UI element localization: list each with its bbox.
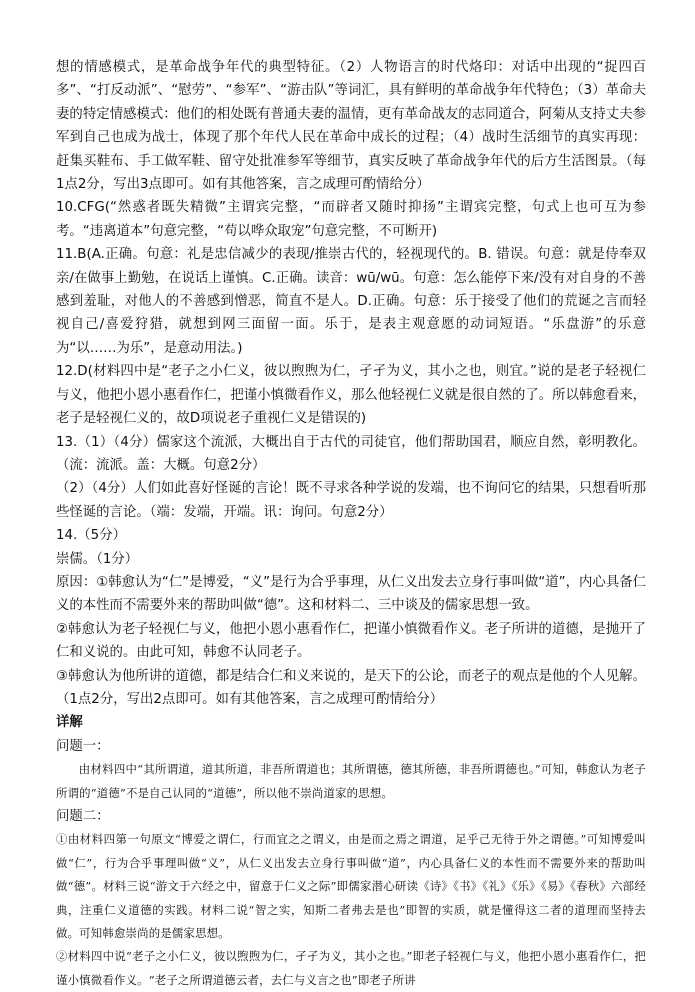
answer-paragraph: ③韩愈认为他所讲的道德，都是结合仁和义来说的，是天下的公论，而老子的观点是他的个人见解。（1点2分，写出2点即可。如有其他答案，言之成理可酌情给分）: [56, 668, 646, 707]
answer-paragraph: 14.（5分）: [56, 528, 126, 544]
question-two-paragraph: ②材料四中说“老子之小仁义，彼以煦煦为仁，孑孑为义，其小之也。”即老子轻视仁与义，他把小恩小惠看作仁，把谨小慎微看作义。“老子之所谓道德云者，去仁与义言之也”即老子所讲: [56, 949, 646, 987]
answer-paragraph: 想的情感模式，是革命战争年代的典型特征。（2）人物语言的时代烙印：对话中出现的“捉四百多”、“打反动派”、“慰劳”、“参军”、“游击队”等词汇，具有鲜明的革命战争年代特色；（3）革命夫妻的特定情感模式：他们的相处既有普通夫妻的温情，更有革命战友的志同道合，阿菊从支持丈夫参军到自己也成为战士，体现了那个年代人民在革命中成长的过程；（4）战时生活细节的真实再现：赶集买鞋布、手工做军鞋、留守处批准参军等细节，真实反映了革命战争年代的后方生活图景。（每1点2分，写出3点即可。如有其他答案，言之成理可酌情给分）: [56, 60, 646, 193]
answer-paragraph: （2）（4分）人们如此喜好怪诞的言论！既不寻求各种学说的发端，也不询问它的结果，只想看听那些怪诞的言论。（端：发端，开端。讯：询问。句意2分）: [56, 481, 646, 520]
question-two-heading: 问题二：: [56, 809, 110, 824]
question-two-paragraph: ①由材料四第一句原文“博爱之谓仁，行而宜之之谓义，由是而之焉之谓道，足乎己无待于外之谓德。”可知博爱叫做“仁”，行为合乎事理叫做“义”，从仁义出发去立身行事叫做“道”，内心具备仁义的本性而不需要外来的帮助叫做“德”。材料三说“游文于六经之中，留意于仁义之际”即儒家潜心研读《诗》《书》《礼》《乐》《易》《春秋》六部经典，注重仁义道德的实践。材料二说“智之实，知斯二者弗去是也”即智的实质，就是懂得这二者的道理而坚持去做。可知韩愈崇尚的是儒家思想。: [56, 832, 646, 941]
answer-paragraph: 崇儒。（1分）: [56, 551, 139, 567]
question-one-text: 由材料四中“其所谓道，道其所道，非吾所谓道也；其所谓德，德其所德，非吾所谓德也。”可知，韩愈认为老子所谓的“道德”不是自己认同的“道德”，所以他不崇尚道家的思想。: [56, 762, 646, 800]
answer-paragraph: 13.（1）（4分）儒家这个流派，大概出自于古代的司徒官，他们帮助国君，顺应自然，彰明教化。（流：流派。盖：大概。句意2分）: [56, 434, 646, 473]
answer-paragraph: ②韩愈认为老子轻视仁与义，他把小恩小惠看作仁，把谨小慎微看作义。老子所讲的道德，是抛开了仁和义说的。由此可知，韩愈不认同老子。: [56, 621, 646, 661]
document-page: [56, 56, 646, 992]
answer-paragraph: 11.B(A.正确。句意：礼是忠信减少的表现/推崇古代的，轻视现代的。B. 错误。句意：就是侍奉双亲/在做事上勤勉，在说话上谨慎。C.正确。读音：wū/wū。句意：怎么能停下来/没有对自身的不善感到羞耻，对他人的不善感到憎恶，简直不是人。D.正确。句意：乐于接受了他们的荒诞之言而轻视自己/喜爱狩猎，就想到网三面留一面。乐于，是表主观意愿的动词短语。“乐盘游”的乐意为“以……为乐”，是意动用法。): [56, 247, 646, 356]
detail-heading: 详解: [56, 715, 83, 731]
question-one-heading: 问题一：: [56, 738, 110, 754]
answer-paragraph: 10.CFG(“然惑者既失精微”主谓宾完整，“而辟者又随时抑扬”主谓宾完整，句式上也可互为参考。“违离道本”句意完整，“苟以哗众取宠”句意完整，不可断开): [56, 200, 646, 239]
answer-paragraph: 12.D(材料四中是“老子之小仁义，彼以煦煦为仁，孑孑为义，其小之也，则宜。”说的是老子轻视仁与义，他把小恩小惠看作仁，把谨小慎微看作义，那么他轻视仁义就是很自然的了。所以韩愈看来，老子是轻视仁义的，故D项说老子重视仁义是错误的): [56, 364, 646, 427]
answer-paragraph: 原因：①韩愈认为“仁”是博爱，“义”是行为合乎事理，从仁义出发去立身行事叫做“道”，内心具备仁义的本性而不需要外来的帮助叫做“德”。这和材料二、三中谈及的儒家思想一致。: [56, 574, 646, 614]
